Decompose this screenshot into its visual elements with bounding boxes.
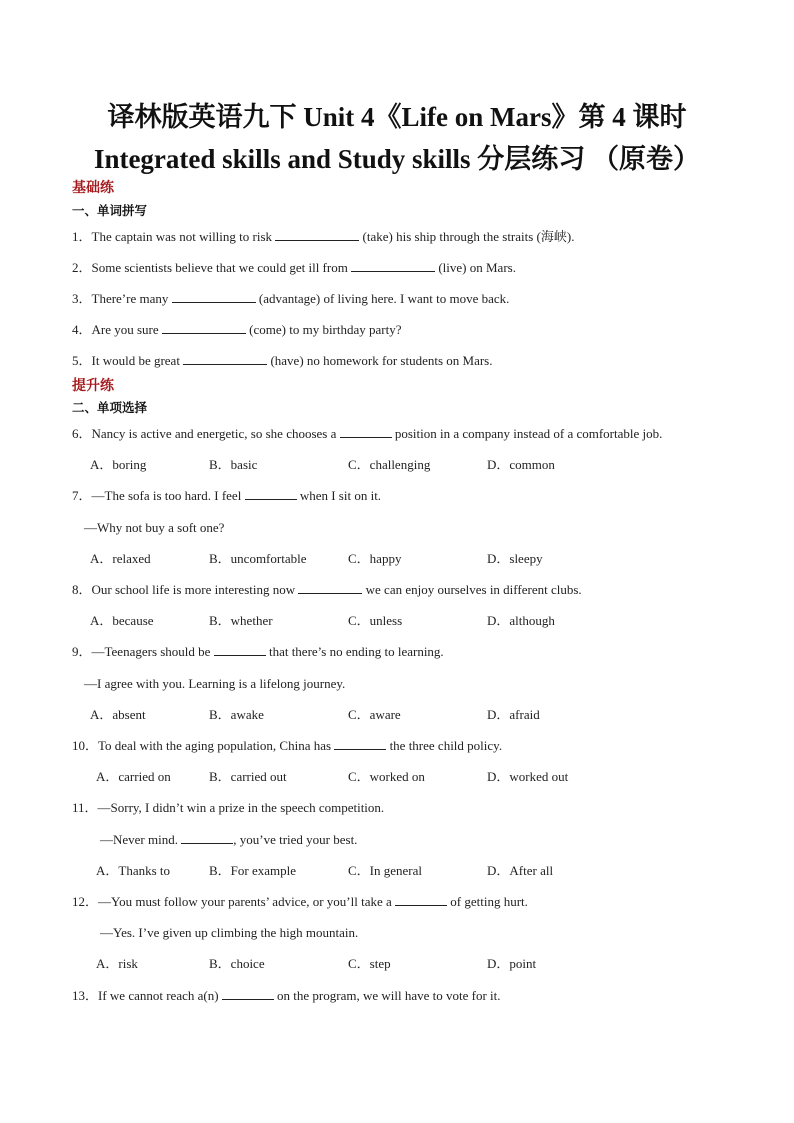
option-b[interactable]: B．For example	[209, 863, 297, 878]
answer-blank[interactable]	[395, 893, 447, 906]
question-text: 12．—You must follow your parents’ advice, or you’ll take a	[72, 894, 396, 909]
answer-blank[interactable]	[162, 321, 246, 334]
question-text: that there’s no ending to learning.	[265, 644, 444, 659]
vocab-question-2	[72, 259, 516, 277]
option-c[interactable]: C．worked on	[348, 769, 425, 784]
question-text: 5．It would be great	[72, 353, 184, 368]
vocab-question-4	[72, 321, 402, 339]
answer-blank[interactable]	[298, 581, 362, 594]
choice-question-9	[72, 643, 444, 661]
option-c[interactable]: C．In general	[348, 863, 423, 878]
question-text: 6．Nancy is active and energetic, so she chooses a	[72, 426, 340, 441]
choice-question-11: 11．—Sorry, I didn’t win a prize in the speech competition.	[72, 800, 385, 815]
option-a[interactable]: A．because	[90, 613, 154, 628]
question-text: we can enjoy ourselves in different clubs.	[362, 582, 582, 597]
reply-q7: —Why not buy a soft one?	[84, 520, 225, 535]
vocab-question-5	[72, 352, 493, 370]
question-text: 3．There’re many	[72, 291, 172, 306]
page-title-line2: Integrated skills and Study skills 分层练习 （原卷）	[93, 144, 701, 174]
option-d[interactable]: D．common	[487, 457, 555, 472]
option-c[interactable]: C．step	[348, 956, 391, 971]
option-d[interactable]: D．although	[487, 613, 555, 628]
answer-blank[interactable]	[245, 487, 297, 500]
option-b[interactable]: B．basic	[209, 457, 258, 472]
vocab-heading: 一、单词拼写	[72, 204, 148, 218]
option-a[interactable]: A．Thanks to	[96, 863, 171, 878]
option-a[interactable]: A．carried on	[96, 769, 171, 784]
answer-blank[interactable]	[222, 987, 274, 1000]
reply-q11	[100, 831, 357, 849]
option-d[interactable]: D．After all	[487, 863, 554, 878]
option-b[interactable]: B．awake	[209, 707, 264, 722]
question-text: 2．Some scientists believe that we could get ill from	[72, 260, 352, 275]
answer-blank[interactable]	[275, 228, 359, 241]
question-text: 13．If we cannot reach a(n)	[72, 988, 222, 1003]
answer-blank[interactable]	[351, 259, 435, 272]
choice-question-12	[72, 893, 528, 911]
question-text: on the program, we will have to vote for it.	[273, 988, 501, 1003]
option-c[interactable]: C．unless	[348, 613, 403, 628]
choice-question-7	[72, 487, 381, 505]
option-a[interactable]: A．absent	[90, 707, 146, 722]
option-d[interactable]: D．sleepy	[487, 551, 543, 566]
option-a[interactable]: A．relaxed	[90, 551, 151, 566]
option-d[interactable]: D．point	[487, 956, 537, 971]
page-title-line1: 译林版英语九下 Unit 4《Life on Mars》第 4 课时	[107, 102, 687, 132]
reply-text: —Never mind.	[100, 832, 182, 847]
section-basic: 基础练	[72, 181, 114, 196]
question-text: 10．To deal with the aging population, China has	[72, 738, 335, 753]
choice-question-13	[72, 987, 501, 1005]
option-c[interactable]: C．challenging	[348, 457, 431, 472]
question-text: the three child policy.	[386, 738, 503, 753]
choice-question-10	[72, 737, 502, 755]
option-a[interactable]: A．boring	[90, 457, 147, 472]
question-text: (come) to my birthday party?	[245, 322, 402, 337]
reply-text: , you’ve tried your best.	[233, 832, 358, 847]
option-a[interactable]: A．risk	[96, 956, 138, 971]
choice-question-6	[72, 425, 662, 443]
choice-question-8	[72, 581, 582, 599]
question-text: 8．Our school life is more interesting now	[72, 582, 299, 597]
answer-blank[interactable]	[214, 643, 266, 656]
reply-q9: —I agree with you. Learning is a lifelong journey.	[84, 676, 346, 691]
vocab-question-3	[72, 290, 509, 308]
choice-heading: 二、单项选择	[72, 401, 148, 415]
reply-q12: —Yes. I’ve given up climbing the high mountain.	[100, 925, 359, 940]
option-b[interactable]: B．uncomfortable	[209, 551, 307, 566]
question-text: (live) on Mars.	[435, 260, 516, 275]
question-text: 1．The captain was not willing to risk	[72, 229, 276, 244]
option-b[interactable]: B．choice	[209, 956, 265, 971]
answer-blank[interactable]	[340, 425, 392, 438]
option-b[interactable]: B．carried out	[209, 769, 287, 784]
question-text: 7．—The sofa is too hard. I feel	[72, 488, 245, 503]
answer-blank[interactable]	[172, 290, 256, 303]
question-text: 4．Are you sure	[72, 322, 162, 337]
option-c[interactable]: C．happy	[348, 551, 402, 566]
question-text: (have) no homework for students on Mars.	[267, 353, 493, 368]
answer-blank[interactable]	[183, 352, 267, 365]
question-text: (take) his ship through the straits (海峡).	[359, 229, 575, 244]
option-d[interactable]: D．worked out	[487, 769, 569, 784]
option-d[interactable]: D．afraid	[487, 707, 540, 722]
option-c[interactable]: C．aware	[348, 707, 401, 722]
question-text: (advantage) of living here. I want to move back.	[255, 291, 510, 306]
question-text: when I sit on it.	[296, 488, 382, 503]
question-text: of getting hurt.	[447, 894, 528, 909]
answer-blank[interactable]	[334, 737, 386, 750]
question-text: position in a company instead of a comfortable job.	[391, 426, 663, 441]
vocab-question-1	[72, 228, 574, 246]
answer-blank[interactable]	[181, 831, 233, 844]
section-advanced: 提升练	[72, 379, 114, 394]
question-text: 9．—Teenagers should be	[72, 644, 214, 659]
option-b[interactable]: B．whether	[209, 613, 273, 628]
